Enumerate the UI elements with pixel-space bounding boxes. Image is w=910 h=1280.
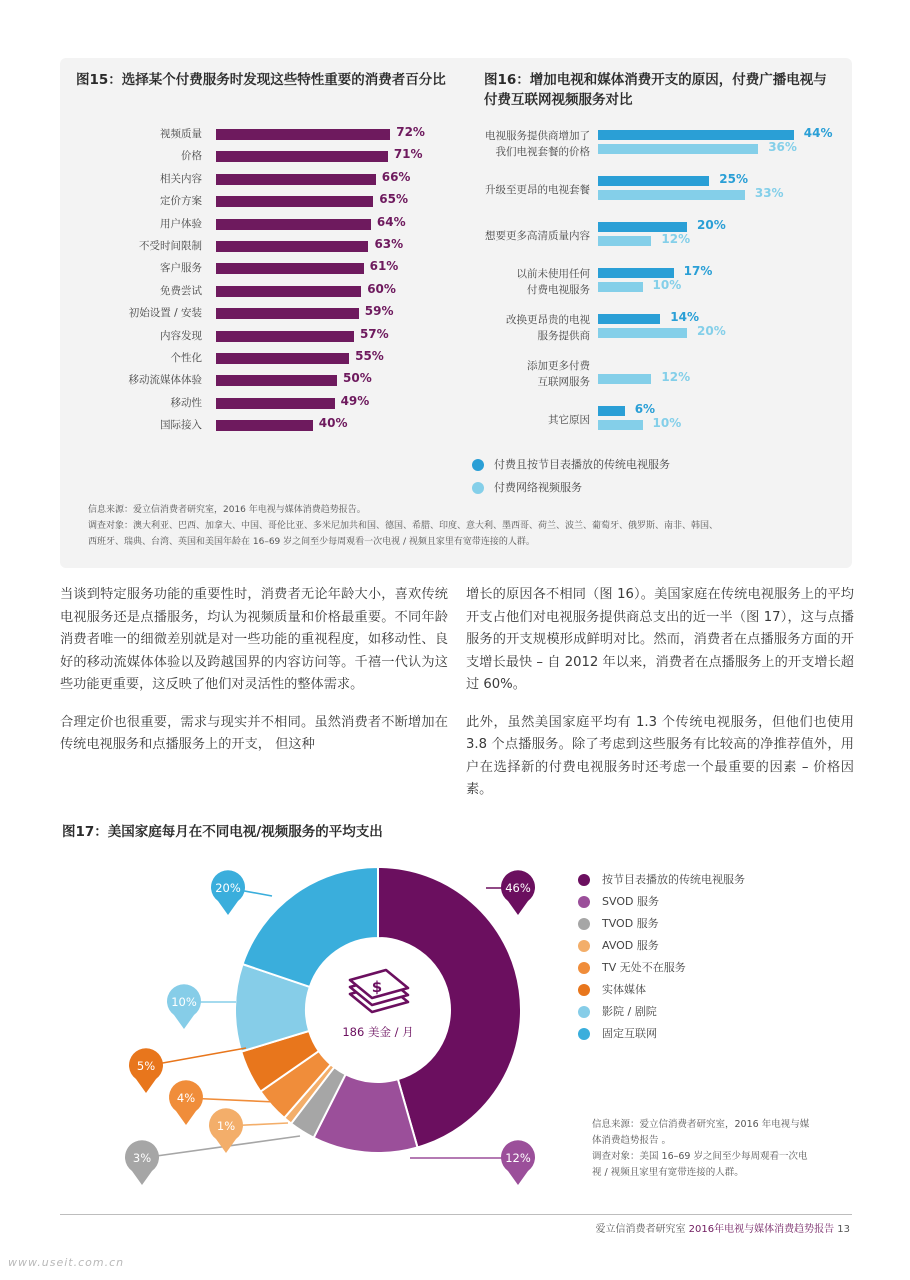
bar <box>598 222 687 232</box>
bar-row <box>0 149 430 163</box>
bar <box>598 268 674 278</box>
bar-value-label: 66% <box>381 169 411 184</box>
slice-value-label: 20% <box>215 881 241 895</box>
bar-value-label: 10% <box>652 416 682 430</box>
bar-value-label: 33% <box>754 186 784 200</box>
slice-value-label: 46% <box>505 881 531 895</box>
bar-value-label: 60% <box>367 281 396 296</box>
svg-text:$: $ <box>371 978 383 996</box>
source-note-line: 信息来源：爱立信消费者研究室，2016 年电视与媒体消费趋势报告。 <box>88 505 366 515</box>
bar-row <box>0 239 430 253</box>
paragraph: 合理定价也很重要，需求与现实并不相同。虽然消费者不断增加在传统电视服务和点播服务上的开支， 但这种 <box>60 714 448 752</box>
legend-label: 付费且按节目表播放的传统电视服务 <box>494 458 670 471</box>
source-note-line: 调查对象：澳大利亚、巴西、加拿大、中国、哥伦比亚、多米尼加共和国、德国、希腊、印度、意大利、墨西哥、荷兰、波兰、葡萄牙、俄罗斯、南非、韩国、 <box>88 521 719 531</box>
bar-row <box>0 127 430 141</box>
bar <box>216 196 373 207</box>
bar <box>598 130 794 140</box>
bar <box>216 151 388 162</box>
bar-row <box>0 281 430 298</box>
watermark: www.useit.com.cn <box>8 1256 125 1269</box>
bar-category-label: 初始设置 / 安装 <box>128 307 202 320</box>
bar <box>216 241 368 252</box>
legend-dot-icon <box>578 1006 590 1018</box>
legend-dot-icon <box>578 962 590 974</box>
legend-dot-icon <box>578 896 590 908</box>
group-category-label: 改换更昂贵的电视 <box>506 314 590 326</box>
slice-value-label: 5% <box>136 1059 156 1073</box>
body-right-column <box>466 584 854 817</box>
bar-row <box>0 306 430 320</box>
bar-category-label: 内容发现 <box>160 329 202 342</box>
bar-value-label: 72% <box>396 125 425 139</box>
bar-value-label: 14% <box>670 310 700 324</box>
fig15-title: 图15：选择某个付费服务时发现这些特性重要的消费者百分比 <box>76 72 446 88</box>
money-stack-icon <box>350 970 408 1012</box>
bar <box>598 420 643 430</box>
group-category-label: 我们电视套餐的价格 <box>495 146 590 158</box>
slice-value-label: 1% <box>216 1119 236 1133</box>
bar-value-label: 71% <box>393 147 423 162</box>
bar-category-label: 相关内容 <box>160 172 202 185</box>
legend-label: 影院 / 剧院 <box>602 1005 657 1018</box>
bar-value-label: 59% <box>364 304 394 319</box>
bar-row <box>0 261 430 275</box>
bar-value-label: 65% <box>379 192 409 207</box>
group-category-label: 互联网服务 <box>537 376 590 388</box>
bar-category-label: 定价方案 <box>160 195 202 208</box>
bar-category-label: 价格 <box>181 150 202 163</box>
bar-category-label: 用户体验 <box>160 217 202 230</box>
bar-value-label: 10% <box>652 278 682 292</box>
page-number: 13 <box>834 1224 850 1235</box>
bar-category-label: 不受时间限制 <box>139 240 202 252</box>
body-left-column <box>60 584 448 772</box>
legend-label: 固定互联网 <box>602 1027 657 1040</box>
legend-dot-icon <box>578 874 590 886</box>
group-category-label: 服务提供商 <box>537 330 590 342</box>
legend-dot-icon <box>472 459 484 471</box>
bar-row <box>0 214 430 231</box>
bar-value-label: 55% <box>355 349 384 363</box>
legend-dot-icon <box>578 1028 590 1040</box>
legend-dot-icon <box>472 482 484 494</box>
bar <box>216 263 364 274</box>
group-category-label: 升级至更昂的电视套餐 <box>485 184 590 196</box>
bar-row <box>0 393 430 410</box>
slice-value-label: 12% <box>505 1151 531 1165</box>
bar-value-label: 6% <box>634 402 656 416</box>
bar-value-label: 61% <box>369 259 399 274</box>
bar <box>598 328 687 338</box>
bar <box>598 236 651 246</box>
bar <box>216 129 390 140</box>
bar-value-label: 50% <box>343 371 372 386</box>
bar <box>598 176 709 186</box>
fig17-donut-chart <box>50 840 610 1200</box>
bar <box>598 144 758 154</box>
bar-row <box>0 351 430 365</box>
fig16-title: 图16：增加电视和媒体消费开支的原因，付费广播电视与付费互联网视频服务对比 <box>484 72 827 108</box>
bar-value-label: 63% <box>374 237 404 251</box>
bar-value-label: 25% <box>719 172 748 186</box>
footer-report-title: 2016年电视与媒体消费趋势报告 <box>688 1224 835 1235</box>
bar <box>216 353 349 364</box>
bar-value-label: 17% <box>683 264 713 278</box>
fig17-title: 图17：美国家庭每月在不同电视/视频服务的平均支出 <box>62 824 383 840</box>
paragraph: 当谈到特定服务功能的重要性时，消费者无论年龄大小，喜欢传统电视服务还是点播服务，均认为视频质量和价格最重要。不同年龄消费者唯一的细微差别就是对一些功能的重视程度，如移动性、良好的移动流媒体体验以及跨越国界的内容访问等。千禧一代认为这些功能更重要，这反映了他们对灵活性的整体需求。 <box>60 587 448 692</box>
bar-value-label: 44% <box>803 126 833 140</box>
bar <box>216 375 337 386</box>
fig17-note-line: 调查对象：美国 16–69 岁之间至少每周观看一次电 <box>592 1151 808 1162</box>
slice-value-label: 3% <box>132 1151 152 1165</box>
bar <box>216 219 371 230</box>
legend-dot-icon <box>578 918 590 930</box>
bar <box>216 398 335 409</box>
bar-value-label: 36% <box>768 140 797 154</box>
legend-label: 按节目表播放的传统电视服务 <box>602 873 745 886</box>
bar <box>216 331 354 342</box>
bar-category-label: 视频质量 <box>160 128 202 140</box>
slice-value-label: 4% <box>176 1091 196 1105</box>
bar <box>216 174 376 185</box>
legend-label: SVOD 服务 <box>602 895 659 908</box>
page-footer <box>595 1220 850 1235</box>
fig17-note-line: 信息来源：爱立信消费者研究室，2016 年电视与媒 <box>592 1119 810 1130</box>
donut-center-label: 186 美金 / 月 <box>342 1025 414 1039</box>
legend-dot-icon <box>578 984 590 996</box>
fig17-note-line: 视 / 视频且家里有宽带连接的人群。 <box>592 1167 744 1178</box>
legend-label: TV 无处不在服务 <box>602 961 686 974</box>
bar-category-label: 国际接入 <box>160 419 202 432</box>
bar-category-label: 免费尝试 <box>160 284 202 297</box>
bar <box>598 314 660 324</box>
slice-value-label: 10% <box>171 995 197 1009</box>
bar-value-label: 49% <box>340 393 370 408</box>
bar-row <box>0 169 430 186</box>
bar-row <box>0 373 430 387</box>
fig17-note-line: 体消费趋势报告 。 <box>592 1135 672 1146</box>
bar-value-label: 40% <box>318 416 348 431</box>
footer-divider <box>60 1214 852 1215</box>
bar-value-label: 12% <box>661 232 691 246</box>
bar <box>216 286 361 297</box>
bar <box>598 190 745 200</box>
group-category-label: 想要更多高清质量内容 <box>485 230 590 242</box>
bar-value-label: 20% <box>697 218 726 232</box>
bar-category-label: 移动性 <box>170 396 202 409</box>
bar <box>598 406 625 416</box>
group-category-label: 其它原因 <box>548 414 590 426</box>
bar-category-label: 客户服务 <box>160 262 202 275</box>
bar <box>598 374 651 384</box>
bar-category-label: 移动流媒体体验 <box>128 374 202 387</box>
paragraph: 此外，虽然美国家庭平均有 1.3 个传统电视服务，但他们也使用 3.8 个点播服务。除了考虑到这些服务有比较高的净推荐值外，用户在选择新的付费电视服务时还考虑一个最重要的因素 – 价格因素。 <box>466 714 854 797</box>
group-category-label: 付费电视服务 <box>527 284 590 296</box>
legend-label: 付费网络视频服务 <box>494 481 582 494</box>
donut-slice <box>243 867 378 987</box>
legend-dot-icon <box>578 940 590 952</box>
bar <box>598 282 643 292</box>
legend-label: TVOD 服务 <box>602 917 659 930</box>
footer-org: 爱立信消费者研究室 <box>595 1224 689 1235</box>
bar-row <box>0 194 430 208</box>
bar-row <box>0 418 430 432</box>
source-note-line: 西班牙、瑞典、台湾、英国和美国年龄在 16–69 岁之间至少每周观看一次电视 / 视频且家里有宽带连接的人群。 <box>88 537 535 547</box>
group-category-label: 电视服务提供商增加了 <box>485 130 590 142</box>
legend-label: AVOD 服务 <box>602 939 659 952</box>
bar-value-label: 57% <box>359 326 389 341</box>
bar <box>216 420 313 431</box>
group-category-label: 以前未使用任何 <box>516 268 590 280</box>
paragraph: 增长的原因各不相同（图 16）。美国家庭在传统电视服务上的平均开支占他们对电视服务提供商总支出的近一半（图 17），这与点播服务的开支规模形成鲜明对比。然而，消费者在点播服务方面的开支增长最快 – 自 2012 年以来，消费者在点播服务上的开支增长超过 60%。 <box>466 587 854 692</box>
bar <box>216 308 359 319</box>
bar-value-label: 64% <box>376 214 406 229</box>
bar-value-label: 20% <box>697 324 726 338</box>
bar-value-label: 12% <box>661 370 691 384</box>
bar-row <box>0 326 430 343</box>
bar-category-label: 个性化 <box>170 352 202 364</box>
legend-label: 实体媒体 <box>602 983 646 996</box>
group-category-label: 添加更多付费 <box>527 360 590 372</box>
